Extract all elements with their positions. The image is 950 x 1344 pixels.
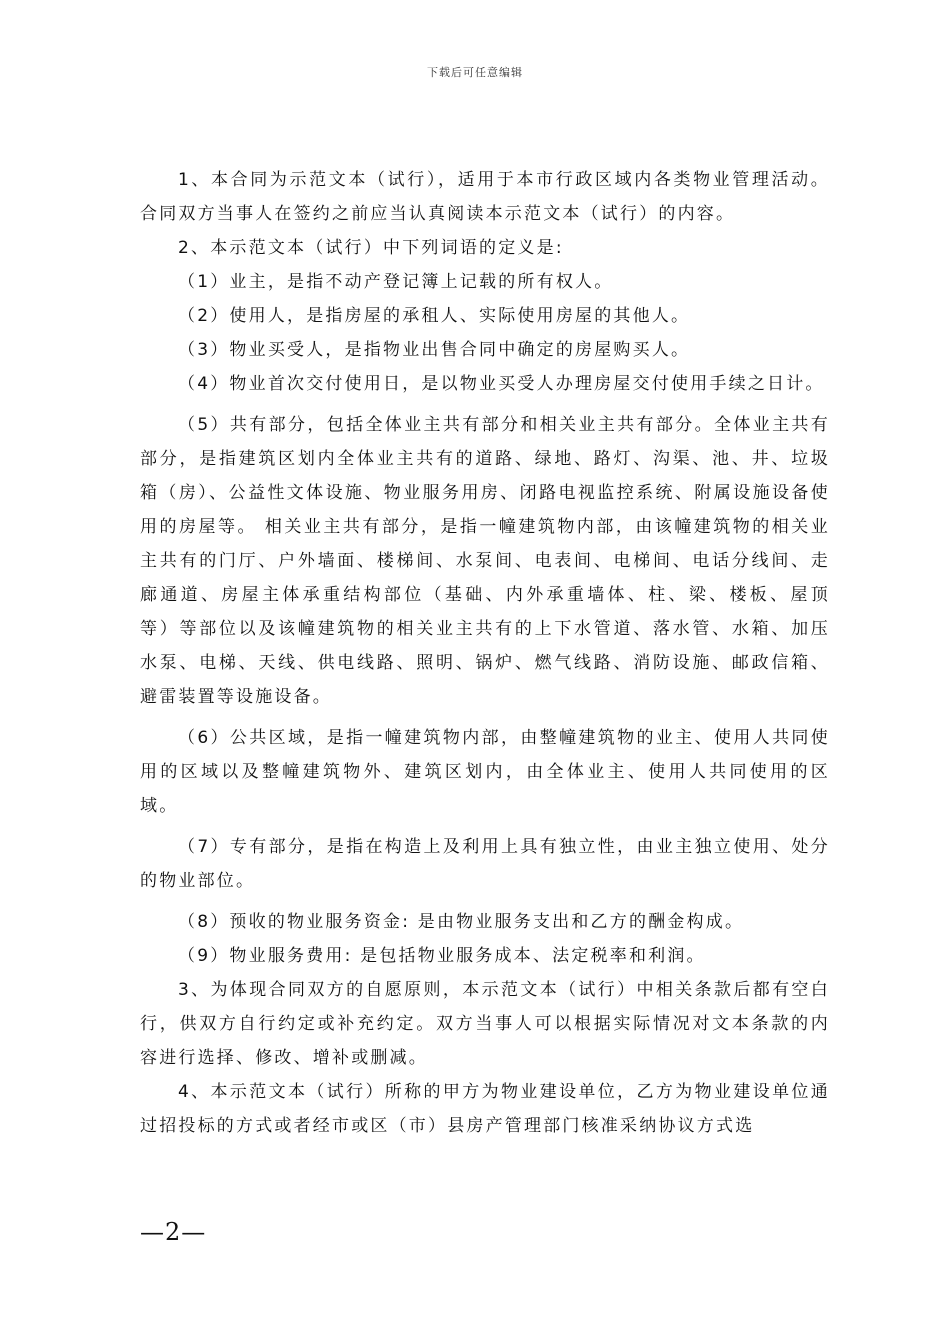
definition-8-prepaid-funds: （8）预收的物业服务资金: 是由物业服务支出和乙方的酬金构成。 <box>178 912 745 932</box>
document-body <box>140 163 850 1143</box>
paragraph-clause-4: 4、本示范文本（试行）所称的甲方为物业建设单位，乙方为物业建设单位通过招投标的方式或者经市或区（市）县房产管理部门核准采纳协议方式选 <box>140 1082 830 1136</box>
header-note: 下载后可任意编辑 <box>427 66 523 79</box>
definition-6-public-area: （6）公共区域，是指一幢建筑物内部，由整幢建筑物的业主、使用人共同使用的区域以及整幢建筑物外、建筑区划内，由全体业主、使用人共同使用的区域。 <box>140 728 830 816</box>
definition-2-user: （2）使用人，是指房屋的承租人、实际使用房屋的其他人。 <box>178 306 691 326</box>
definition-3-buyer: （3）物业买受人，是指物业出售合同中确定的房屋购买人。 <box>178 340 691 360</box>
paragraph-clause-3: 3、为体现合同双方的自愿原则，本示范文本（试行）中相关条款后都有空白行，供双方自行约定或补充约定。双方当事人可以根据实际情况对文本条款的内容进行选择、修改、增补或删减。 <box>140 980 830 1068</box>
paragraph-clause-1: 1、本合同为示范文本（试行），适用于本市行政区域内各类物业管理活动。合同双方当事人在签约之前应当认真阅读本示范文本（试行）的内容。 <box>140 170 830 224</box>
definition-9-service-fee: （9）物业服务费用: 是包括物业服务成本、法定税率和利润。 <box>178 946 706 966</box>
definition-5-common-parts: （5）共有部分，包括全体业主共有部分和相关业主共有部分。全体业主共有部分，是指建筑区划内全体业主共有的道路、绿地、路灯、沟渠、池、井、垃圾箱（房）、公益性文体设施、物业服务用房、闭路电视监控系统、附属设施设备使用的房屋等。 相关业主共有部分，是指一幢建筑物内部，由该幢建筑物的相关业主共有的门厅、户外墙面、楼梯间、水泵间、电表间、电梯间、电话分线间、走廊通道、房屋主体承重结构部位（基础、内外承重墙体、柱、梁、楼板、屋顶 等）等部位以及该幢建筑物的相关业主共有的上下水管道、落水管、水箱、加压水泵、电梯、天线、供电线路、照明、锅炉、燃气线路、消防设施、邮政信箱、避雷装置等设施设备。 <box>140 415 850 707</box>
definition-7-exclusive-part: （7）专有部分，是指在构造上及利用上具有独立性，由业主独立使用、处分的物业部位。 <box>140 837 830 891</box>
paragraph-clause-2: 2、本示范文本（试行）中下列词语的定义是: <box>178 238 564 258</box>
definition-4-first-delivery-date: （4）物业首次交付使用日，是以物业买受人办理房屋交付使用手续之日计。 <box>178 374 825 394</box>
definition-1-owner: （1）业主，是指不动产登记簿上记载的所有权人。 <box>178 272 614 292</box>
page-number: —2— <box>140 1218 207 1246</box>
